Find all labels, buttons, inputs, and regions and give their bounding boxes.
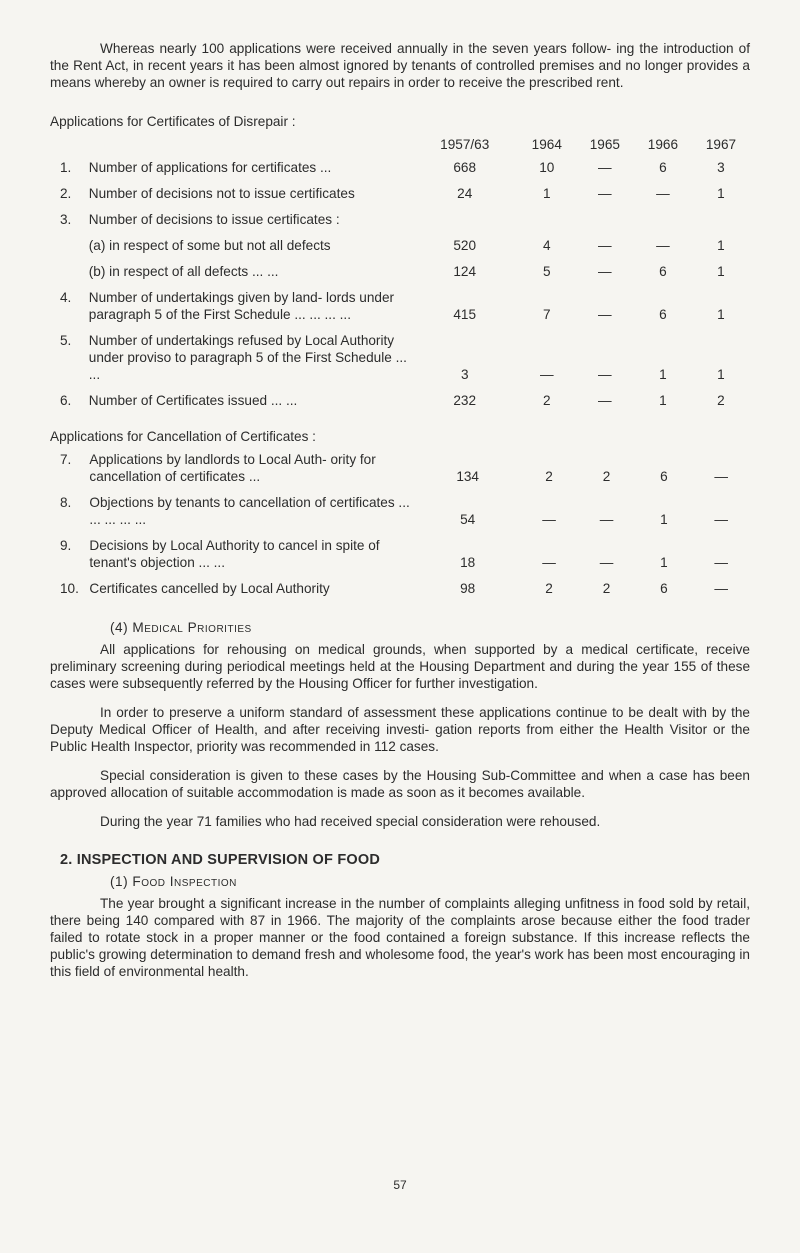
table-row [50,185,750,211]
cell-value: 2 [545,469,553,484]
cell-value: 1 [659,367,667,382]
table-header-row [50,136,750,159]
cell-value: — [542,512,556,527]
cell-value [412,211,518,237]
medical-paragraph: During the year 71 families who had received special consideration were rehoused. [100,814,601,829]
row-number: 1. [60,160,72,175]
cell-value: 6 [660,581,668,596]
food-inspection-heading: (1) Food Inspection [110,874,237,889]
table-row [50,332,750,392]
row-description: (b) in respect of all defects ... ... [88,264,279,279]
cell-value: 134 [456,469,479,484]
cell-value: — [599,512,614,527]
cell-value: 1 [659,393,667,408]
cell-value: — [542,555,556,570]
cancellation-title: Applications for Cancellation of Certificates : [50,429,316,444]
cell-value: — [656,238,670,253]
cell-value: 98 [460,581,476,596]
cell-value: 1 [717,264,725,279]
row-number [50,263,89,289]
row-description: Number of undertakings given by land- lords under paragraph 5 of the First Schedule ... ... ... ... [88,290,395,322]
table-row [50,211,750,237]
row-description: Objections by tenants to cancellation of certificates ... ... ... ... ... [89,495,410,527]
cell-value: 232 [453,393,477,408]
medical-paragraph: All applications for rehousing on medical grounds, when supported by a medical certificate, receive preliminary screening during periodical meetings held at the Housing Department and during the year 155 of these cases were subsequently referred by the Housing Officer for further investigation. [50,642,750,691]
food-paragraph: The year brought a significant increase in the number of complaints alleging unfitness in food sold by retail, there being 140 compared with 87 in 1966. The majority of the complaints arose because either the food trader failed to rotate stock in a proper manner or the food contained a foreign substance. If this increase reflects the public's growing determination to demand fresh and wholesome food, the year's work has been most encouraging in this field of environmental health. [50,896,750,979]
row-description: (a) in respect of some but not all defects [88,238,331,253]
table-row [50,537,750,580]
cell-value [692,211,750,237]
row-description: Number of applications for certificates ... [88,160,332,175]
table-row [50,451,750,494]
cell-value: 415 [453,307,477,322]
cell-value: — [598,186,612,201]
cell-value: 7 [542,307,551,322]
cell-value: 2 [602,581,611,596]
row-number: 2. [60,186,72,201]
row-number: 8. [60,495,72,510]
row-description: Number of Certificates issued ... ... [88,393,298,408]
cell-value: — [598,393,612,408]
table-row [50,289,750,332]
row-number: 3. [60,212,72,227]
cancellation-table [50,451,750,606]
table-row [50,263,750,289]
row-description: Decisions by Local Authority to cancel in spite of tenant's objection ... ... [89,538,380,570]
table-row [50,237,750,263]
row-number: 9. [60,538,72,553]
row-number: 7. [60,452,72,467]
medical-paragraph: Special consideration is given to these cases by the Housing Sub-Committee and when a case has been approved allocation of suitable accommodation is made as soon as it becomes available. [50,768,750,800]
row-number: 10. [60,581,79,596]
table-row [50,580,750,606]
cell-value: 2 [542,393,551,408]
cell-value: — [598,367,612,382]
cell-value: — [714,512,729,527]
cell-value: — [539,367,554,382]
cell-value [634,211,692,237]
row-description: Number of decisions not to issue certificates [88,186,355,201]
cell-value: 6 [659,264,667,279]
food-section-heading: 2. INSPECTION AND SUPERVISION OF FOOD [60,852,380,868]
cell-value: 6 [659,307,667,322]
cell-value: 2 [717,393,725,408]
cell-value: 3 [717,160,725,175]
row-number: 6. [60,393,72,408]
medical-paragraph: In order to preserve a uniform standard of assessment these applications continue to be dealt with by the Deputy Medical Officer of Health, and after receiving investi- gation reports from either the Health Visitor or the Public Health Inspector, priority was recommended in 112 cases. [50,705,750,754]
cell-value: — [714,555,729,570]
cell-value: — [714,469,729,484]
column-header: 1965 [589,137,620,152]
table-row [50,494,750,537]
row-number: 5. [60,333,72,348]
cell-value: 6 [660,469,668,484]
cell-value: 1 [542,186,551,201]
column-header: 1966 [647,137,679,152]
cell-value: 24 [457,186,473,201]
table-row [50,392,750,418]
row-description: Certificates cancelled by Local Authority [89,581,330,596]
cell-value: 3 [460,367,469,382]
cell-value: — [599,555,614,570]
cell-value: 1 [660,555,668,570]
cell-value: 668 [453,160,477,175]
cell-value: 124 [453,264,477,279]
cell-value: 6 [659,160,667,175]
row-number [50,237,89,263]
cell-value: 1 [717,186,725,201]
column-header: 1967 [705,137,737,152]
row-description: Applications by landlords to Local Auth- ority for cancellation of certificates ... [89,452,376,484]
cell-value: — [656,186,670,201]
cell-value [576,211,634,237]
cell-value: — [598,264,612,279]
cell-value: 1 [717,238,725,253]
row-description: Number of decisions to issue certificates : [88,212,340,227]
cell-value: 1 [660,512,668,527]
cell-value: 10 [539,160,555,175]
cell-value: 54 [460,512,476,527]
cell-value: 520 [453,238,477,253]
cell-value [518,211,576,237]
page-content [50,40,750,992]
cell-value: 1 [717,367,725,382]
disrepair-table [50,136,750,418]
cell-value: 5 [542,264,551,279]
row-number: 4. [60,290,72,305]
cell-value: 1 [717,307,725,322]
row-description: Number of undertakings refused by Local Authority under proviso to paragraph 5 of the First Schedule ... ... [88,333,407,382]
cell-value: 2 [602,469,611,484]
cell-value: 18 [460,555,476,570]
cell-value: — [598,238,612,253]
table-row [50,159,750,185]
cell-value: — [598,307,612,322]
cell-value: 2 [545,581,553,596]
cell-value: 4 [542,238,551,253]
intro-paragraph: Whereas nearly 100 applications were received annually in the seven years follow- ing the introduction of the Rent Act, in recent years it has been almost ignored by tenants of controlled premises and no longer provides a means whereby an owner is required to carry out repairs in order to receive the prescribed rent. [50,41,750,90]
column-header: 1957/63 [440,137,490,152]
page-number: 57 [393,1178,407,1192]
cell-value: — [714,581,729,596]
disrepair-title: Applications for Certificates of Disrepair : [50,114,296,129]
column-header: 1964 [531,137,562,152]
cell-value: — [598,160,612,175]
medical-priorities-heading: (4) Medical Priorities [110,620,252,635]
